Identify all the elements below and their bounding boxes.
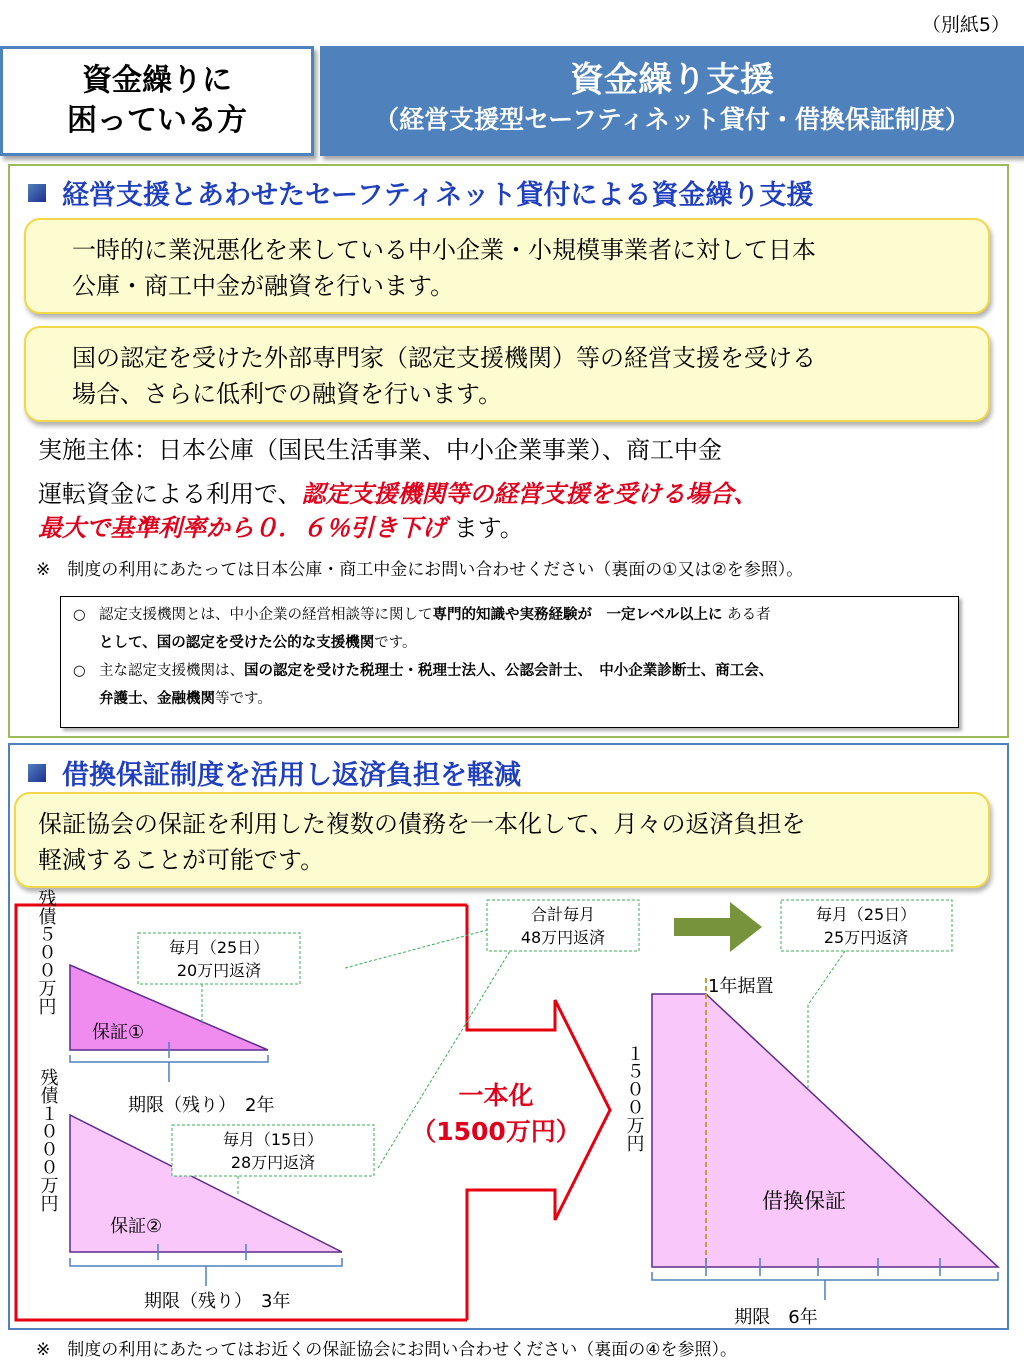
info-text: 主な認定支援機関は、 (99, 663, 244, 679)
loan2-name: 保証② (110, 1216, 163, 1237)
new-monthly-date: 毎月（25日） (815, 905, 917, 924)
loan2-term: 期限（残り） 3年 (144, 1291, 291, 1312)
rate-highlight-1: 認定支援機関等の経営支援を受ける場合、 (301, 480, 758, 508)
annex-label: （別紙5） (921, 14, 1010, 36)
loan2-monthly-date: 毎月（15日） (222, 1130, 324, 1149)
total-monthly-label: 合計毎月 (530, 905, 596, 924)
info-text: ある者 (722, 607, 771, 623)
new-loan-term: 期限 6年 (734, 1307, 818, 1328)
loan1-balance-label: 残債５００万円 (35, 889, 57, 1015)
info-box-line: 保証協会の保証を利用した複数の債務を一本化して、月々の返済負担を (38, 810, 806, 838)
info-text: 認定支援機関とは、中小企業の経営相談等に関して (99, 607, 433, 623)
section1-title-text: 経営支援とあわせたセーフティネット貸付による資金繰り支援 (62, 180, 814, 211)
loan1-name: 保証① (92, 1022, 145, 1043)
info-text-bold: 専門的知識や実務経験が 一定レベル以上に (432, 607, 723, 623)
loan1-term: 期限（残り） 2年 (128, 1095, 275, 1116)
rate-prefix: 運転資金による利用で、 (38, 480, 302, 508)
grace-period-label: 1年据置 (708, 976, 774, 997)
consolidation-label: 一本化 (458, 1081, 534, 1110)
new-monthly-amount: 25万円返済 (823, 928, 909, 947)
info-box-line: 軽減することが可能です。 (38, 846, 325, 874)
consolidation-arrow-icon (467, 905, 610, 1320)
info-text-bold: 国の認定を受けた税理士・税理士法人、公認会計士、 中小企業診断士、商工会、 (244, 663, 774, 679)
loan1-monthly-date: 毎月（25日） (168, 938, 270, 957)
callout-leader (808, 951, 845, 1005)
loan2-monthly-amount: 28万円返済 (230, 1153, 316, 1172)
implementer-text: 実施主体：日本公庫（国民生活事業、中小企業事業）、商工中金 (38, 436, 722, 464)
section2-note: ※ 制度の利用にあたってはお近くの保証協会にお問い合わせください（裏面の④を参照）。 (36, 1340, 737, 1360)
green-right-arrow-icon (674, 902, 762, 952)
info-box-line: 場合、さらに低利での融資を行います。 (72, 380, 503, 408)
target-audience-box: 資金繰りに 困っている方 (0, 46, 314, 156)
circle-bullet-icon: ○ (73, 607, 86, 623)
page-subtitle: （経営支援型セーフティネット貸付・借換保証制度） (374, 105, 970, 134)
consolidation-amount: （1500万円） (411, 1117, 581, 1146)
page-title: 資金繰り支援 (570, 60, 774, 100)
section1-note: ※ 制度の利用にあたっては日本公庫・商工中金にお問い合わせください（裏面の①又は②を参照）。 (36, 560, 804, 580)
info-box-line: 国の認定を受けた外部専門家（認定支援機関）等の経営支援を受ける (72, 344, 816, 372)
loan1-monthly-amount: 20万円返済 (176, 961, 262, 980)
new-loan-name: 借換保証 (762, 1189, 846, 1213)
total-monthly-amount: 48万円返済 (520, 928, 606, 947)
info-text-bold: 弁護士、金融機関 (99, 691, 215, 707)
rate-suffix: ます。 (446, 514, 524, 542)
info-text: です。 (374, 635, 417, 651)
info-box-line: 一時的に業況悪化を来している中小企業・小規模事業者に対して日本 (72, 236, 816, 264)
new-loan-balance-label: １５００万円 (623, 1044, 645, 1152)
info-text-bold: として、国の認定を受けた公的な支援機関 (99, 635, 375, 651)
section2-title-text: 借換保証制度を活用し返済負担を軽減 (62, 760, 521, 791)
info-text: 等です。 (215, 691, 272, 707)
loan2-balance-label: 残債１０００万円 (37, 1068, 59, 1212)
new-loan-term-brace (652, 1272, 998, 1280)
new-loan-shape (652, 994, 998, 1267)
info-box-line: 公庫・商工中金が融資を行います。 (72, 272, 455, 300)
circle-bullet-icon: ○ (73, 663, 86, 679)
rate-highlight-2: 最大で基準利率から０．６％引き下げ (38, 514, 446, 542)
loan2-term-brace (70, 1258, 342, 1266)
